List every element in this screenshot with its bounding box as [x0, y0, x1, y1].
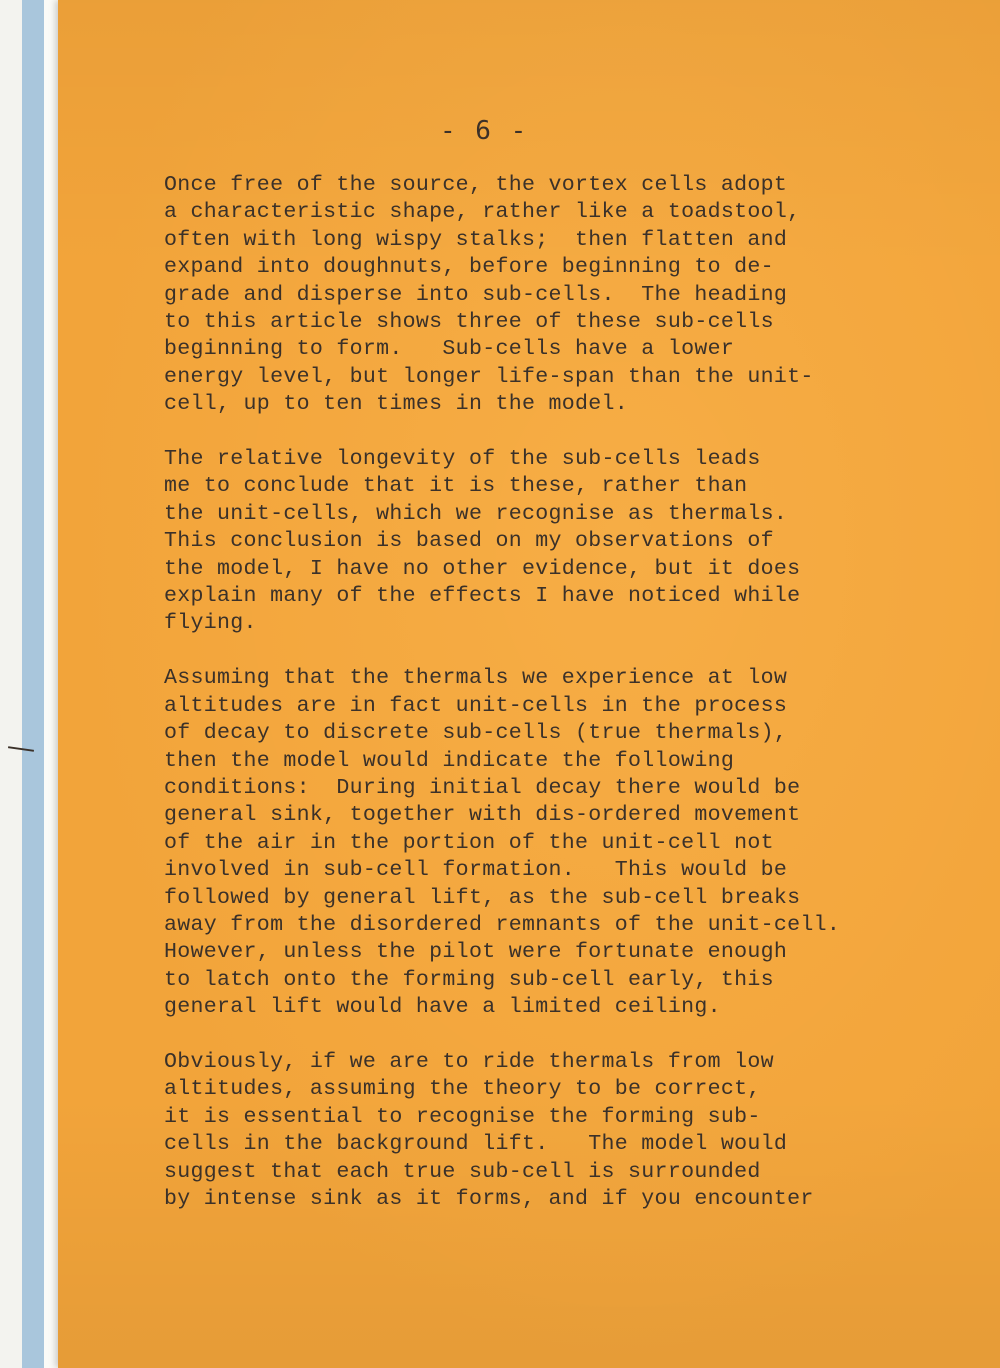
- text-line: altitudes, assuming the theory to be correct,: [164, 1077, 761, 1102]
- text-line: grade and disperse into sub-cells. The heading: [164, 282, 788, 307]
- text-line: the unit-cells, which we recognise as thermals.: [164, 501, 788, 526]
- text-line: beginning to form. Sub-cells have a lower: [164, 337, 735, 362]
- text-line: However, unless the pilot were fortunate enough: [164, 940, 788, 965]
- text-line: it is essential to recognise the forming sub-: [164, 1104, 761, 1129]
- page-number: - 6 -: [440, 116, 529, 146]
- text-line: to latch onto the forming sub-cell early, this: [164, 967, 774, 992]
- text-line: expand into doughnuts, before beginning to de-: [164, 255, 774, 280]
- text-line: cell, up to ten times in the model.: [164, 392, 629, 417]
- text-line: conditions: During initial decay there would be: [164, 775, 801, 800]
- text-line: The relative longevity of the sub-cells leads: [164, 447, 761, 472]
- text-line: altitudes are in fact unit-cells in the process: [164, 693, 788, 718]
- text-line: away from the disordered remnants of the unit-cell.: [164, 912, 841, 937]
- paragraph-4: [164, 1049, 904, 1213]
- text-line: by intense sink as it forms, and if you encounter: [164, 1186, 814, 1211]
- text-line: the model, I have no other evidence, but it does: [164, 556, 801, 581]
- text-line: This conclusion is based on my observations of: [164, 529, 774, 554]
- text-line: then the model would indicate the following: [164, 748, 735, 773]
- text-line: flying.: [164, 611, 257, 636]
- text-line: a characteristic shape, rather like a toadstool,: [164, 200, 801, 225]
- text-line: suggest that each true sub-cell is surrounded: [164, 1159, 761, 1184]
- text-line: general lift would have a limited ceiling.: [164, 995, 721, 1020]
- text-line: Once free of the source, the vortex cells adopt: [164, 173, 788, 197]
- text-line: followed by general lift, as the sub-cell breaks: [164, 885, 801, 910]
- text-line: involved in sub-cell formation. This would be: [164, 858, 788, 883]
- paragraph-2: [164, 446, 904, 638]
- article-body: [164, 172, 904, 1241]
- paragraph-3: [164, 665, 904, 1021]
- text-line: of the air in the portion of the unit-cell not: [164, 830, 774, 855]
- text-line: Assuming that the thermals we experience at low: [164, 666, 788, 691]
- text-line: to this article shows three of these sub-cells: [164, 310, 774, 335]
- text-line: cells in the background lift. The model would: [164, 1132, 788, 1157]
- paragraph-1: [164, 172, 904, 419]
- text-line: me to conclude that it is these, rather than: [164, 474, 748, 499]
- text-line: general sink, together with dis-ordered movement: [164, 803, 801, 828]
- text-line: energy level, but longer life-span than the unit-: [164, 364, 814, 389]
- text-line: often with long wispy stalks; then flatten and: [164, 227, 788, 252]
- text-line: of decay to discrete sub-cells (true thermals),: [164, 721, 788, 746]
- text-line: Obviously, if we are to ride thermals from low: [164, 1049, 774, 1074]
- text-line: explain many of the effects I have noticed while: [164, 584, 801, 609]
